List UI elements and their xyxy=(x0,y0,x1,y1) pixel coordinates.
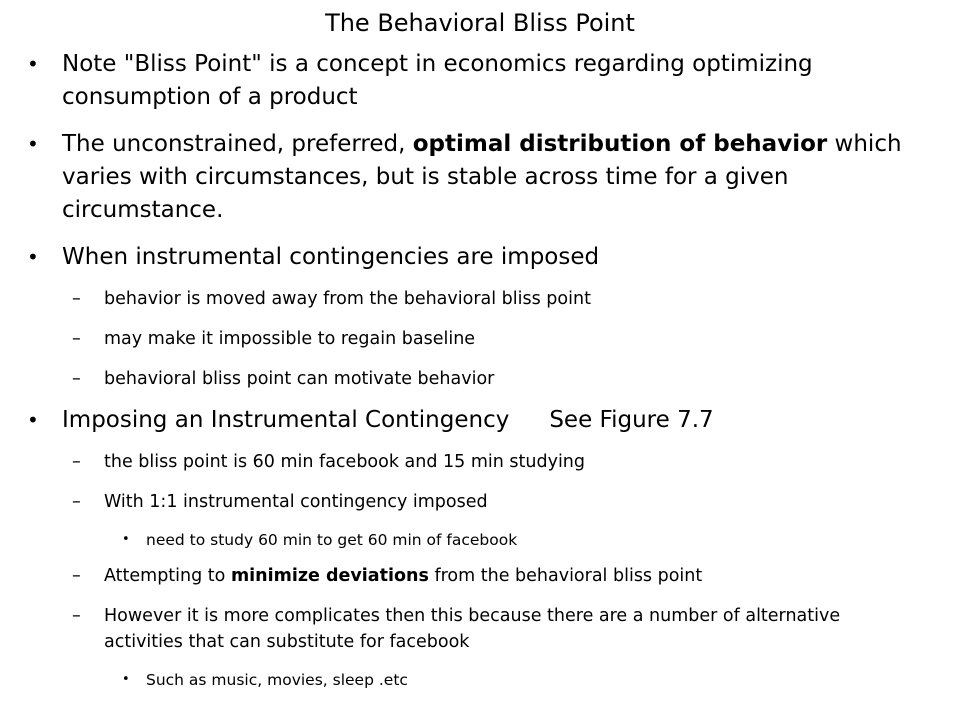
bullet-text: When instrumental contingencies are imposed xyxy=(62,244,600,270)
dash-icon: – xyxy=(72,606,81,626)
figure-reference: See Figure 7.7 xyxy=(549,407,714,433)
sub-sub-bullet-text: need to study 60 min to get 60 min of facebook xyxy=(146,531,518,549)
bullet-imposing-contingency xyxy=(0,404,960,437)
sub-bullet-text-post: from the behavioral bliss point xyxy=(428,566,703,586)
bullet-icon: • xyxy=(27,132,39,156)
bullet-text-post: which varies with circumstances, but is stable across time for a given circumstance. xyxy=(62,131,902,223)
sub-bullet xyxy=(0,563,960,589)
bullet-icon: • xyxy=(27,245,39,269)
sub-bullet-text: With 1:1 instrumental contingency imposed xyxy=(104,492,488,512)
sub-bullet xyxy=(0,286,960,312)
sub-bullet xyxy=(0,489,960,515)
sub-bullet xyxy=(0,603,960,655)
bullet-text: Note "Bliss Point" is a concept in economics regarding optimizing consumption of a product xyxy=(62,51,813,110)
sub-bullet xyxy=(0,366,960,392)
slide-title: The Behavioral Bliss Point xyxy=(325,9,635,37)
sub-bullet-text: behavior is moved away from the behavioral bliss point xyxy=(104,289,591,309)
sub-bullet-text-bold: minimize deviations xyxy=(230,566,429,586)
dash-icon: – xyxy=(72,452,81,472)
slide-content xyxy=(0,48,960,703)
dash-icon: – xyxy=(72,369,81,389)
bullet-bliss-point-note xyxy=(0,48,960,114)
sub-bullet-text-pre: Attempting to xyxy=(104,566,231,586)
dash-icon: – xyxy=(72,329,81,349)
bullet-icon: • xyxy=(122,532,130,547)
bullet-definition xyxy=(0,128,960,227)
dash-icon: – xyxy=(72,566,81,586)
bullet-icon: • xyxy=(122,672,130,687)
dash-icon: – xyxy=(72,492,81,512)
bullet-text-pre: The unconstrained, preferred, xyxy=(62,131,413,157)
bullet-text: Imposing an Instrumental Contingency xyxy=(62,407,510,433)
bullet-icon: • xyxy=(27,52,39,76)
sub-sub-bullet xyxy=(0,529,960,551)
bullet-contingencies xyxy=(0,241,960,274)
bullet-text-bold: optimal distribution of behavior xyxy=(412,131,828,157)
sub-sub-bullet xyxy=(0,669,960,691)
bullet-icon: • xyxy=(27,408,39,432)
sub-bullet xyxy=(0,326,960,352)
sub-bullet-text: may make it impossible to regain baseline xyxy=(104,329,476,349)
sub-sub-bullet-text: Such as music, movies, sleep .etc xyxy=(146,671,408,689)
dash-icon: – xyxy=(72,289,81,309)
sub-bullet-text: behavioral bliss point can motivate behavior xyxy=(104,369,495,389)
sub-bullet-text: the bliss point is 60 min facebook and 15 min studying xyxy=(104,452,586,472)
sub-bullet xyxy=(0,449,960,475)
sub-bullet-text: However it is more complicates then this because there are a number of alternative activities that can substitute for facebook xyxy=(104,606,841,652)
